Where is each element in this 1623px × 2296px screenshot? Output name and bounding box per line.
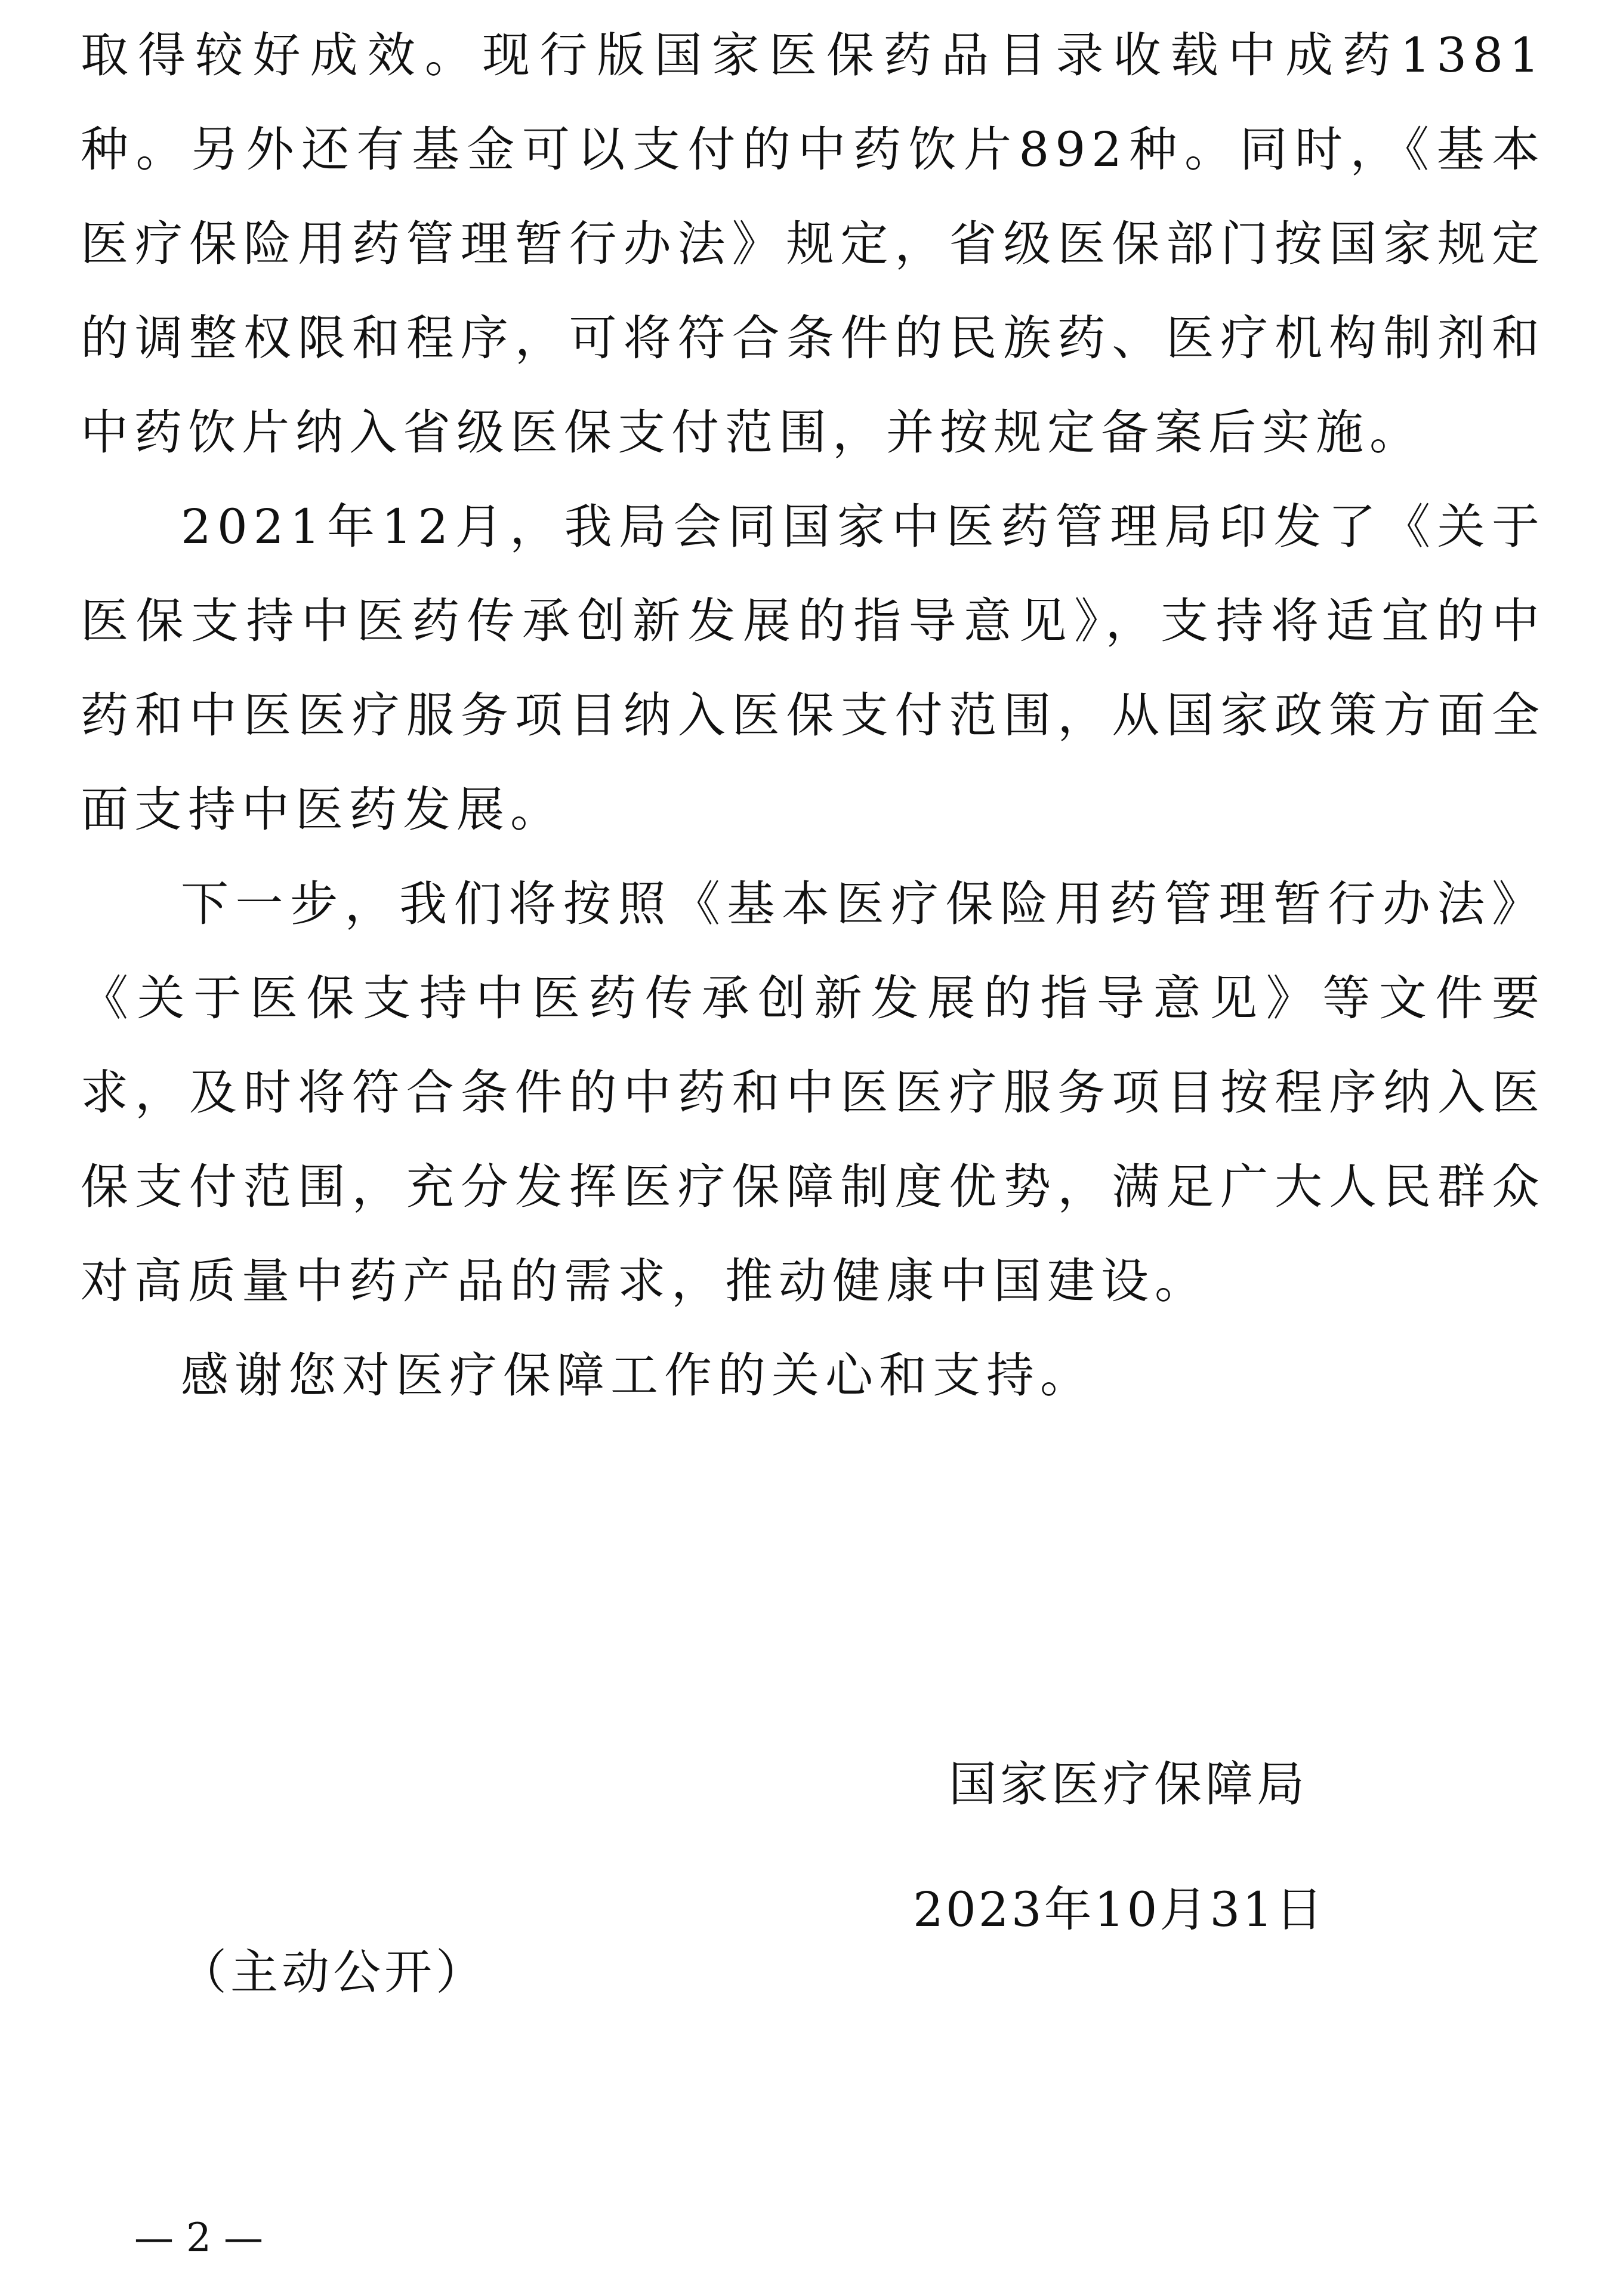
paragraph-thanks: 感谢您对医疗保障工作的关心和支持。 xyxy=(181,1348,1094,1403)
paragraph-continuation: 取得较好成效。现行版国家医保药品目录收载中成药1381种。另外还有基金可以支付的中药饮片892种。同时，《基本医疗保险用药管理暂行办法》规定，省级医保部门按国家规定的调整权限和程序，可将符合条件的民族药、医疗机构制剂和中药饮片纳入省级医保支付范围，并按规定备案后实施。 xyxy=(81,27,1545,460)
paragraph-guidance-notice: 2021年12月，我局会同国家中医药管理局印发了《关于医保支持中医药传承创新发展的指导意见》，支持将适宜的中药和中医医疗服务项目纳入医保支付范围，从国家政策方面全面支持中医药发展。 xyxy=(81,499,1545,837)
document-body xyxy=(81,8,1545,1423)
signature-organization: 国家医疗保障局 xyxy=(949,1756,1308,1812)
disclosure-label: （主动公开） xyxy=(179,1944,487,2000)
signature-date: 2023年10月31日 xyxy=(913,1882,1326,1937)
page-number: — 2 — xyxy=(134,2215,263,2261)
paragraph-next-steps: 下一步，我们将按照《基本医疗保险用药管理暂行办法》《关于医保支持中医药传承创新发展的指导意见》等文件要求，及时将符合条件的中药和中医医疗服务项目按程序纳入医保支付范围，充分发挥医疗保障制度优势，满足广大人民群众对高质量中药产品的需求，推动健康中国建设。 xyxy=(81,876,1545,1309)
